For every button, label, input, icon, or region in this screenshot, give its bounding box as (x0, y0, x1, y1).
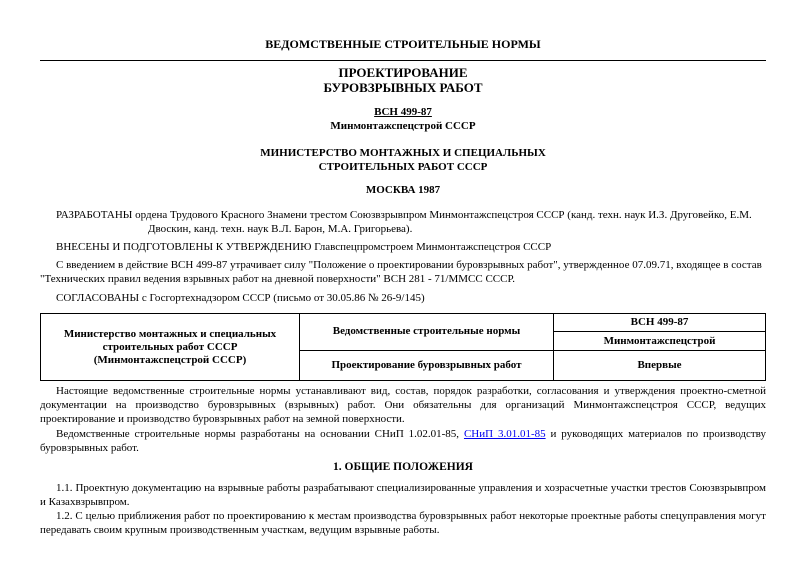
stamp-org-line3: (Минмонтажспецстрой СССР) (93, 353, 247, 366)
stamp-org-line2: строительных работ СССР (102, 340, 238, 353)
stamp-issuer: Минмонтажспецстрой (554, 332, 766, 350)
stamp-doc-title: Проектирование буровзрывных работ (300, 350, 554, 380)
body-paragraph-1: Настоящие ведомственные строительные нормы устанавливают вид, состав, порядок разработки, согласования и утверждения проектно-сметной документации на производство буровзрывных (взрывных) работ. Они обязательны для организаций Минмонтажспецстроя СССР, ведущих проектирование и производство буровзрывных работ на земной поверхности. (40, 385, 766, 425)
document-code: ВСН 499-87 (374, 106, 432, 118)
code-wrapper (40, 106, 766, 118)
clause-1-1: 1.1. Проектную документацию на взрывные работы разрабатывают специализированные управления и хозрасчетные участки трестов Союзвзрывпром и Казахвзрывпром. (40, 482, 766, 508)
city-year: МОСКВА 1987 (365, 184, 441, 196)
issuer-short: Минмонтажспецстрой СССР (330, 120, 476, 132)
supersedes-note: С введением в действие ВСН 499-87 утрачивает силу "Положение о проектировании буровзрывных работ", утвержденное 07.09.71, входящее в состав "Технических правил ведения взрывных работ на дневной поверхности" ВСН 281 - 71/ММСС СССР. (40, 259, 762, 285)
ministry-line1: МИНИСТЕРСТВО МОНТАЖНЫХ И СПЕЦИАЛЬНЫХ (260, 147, 546, 159)
section-1-heading: 1. ОБЩИЕ ПОЛОЖЕНИЯ (333, 461, 473, 473)
developed-by-line1: РАЗРАБОТАНЫ ордена Трудового Красного Знамени трестом Союзвзрывпром Минмонтажспецстроя СССР (канд. техн. наук И.З. Друговейко, Е.М. (56, 209, 752, 221)
stamp-organization (41, 314, 300, 381)
introduced-by: ВНЕСЕНЫ И ПОДГОТОВЛЕНЫ К УТВЕРЖДЕНИЮ Главспецпромстроем Минмонтажспецстроя СССР (56, 241, 552, 253)
clause-1-2: 1.2. С целью приближения работ по проектированию к местам производства буровзрывных работ некоторые проектные работы спецуправления могут передавать своим крупным производственным участкам, ведущим взрывные работы. (40, 510, 766, 536)
series-title: ВЕДОМСТВЕННЫЕ СТРОИТЕЛЬНЫЕ НОРМЫ (265, 37, 541, 51)
stamp-org-line1: Министерство монтажных и специальных (63, 327, 277, 340)
snip-3-01-01-85-link[interactable]: СНиП 3.01.01-85 (463, 428, 546, 440)
stamp-code: ВСН 499-87 (554, 314, 766, 332)
body-paragraph-2 (40, 427, 766, 455)
document-title (40, 65, 766, 95)
para2-text-after: и руководящих материалов по производству буровзрывных работ. (40, 428, 766, 454)
stamp-status: Впервые (554, 350, 766, 380)
para2-text-before: Ведомственные строительные нормы разработаны на основании СНиП 1.02.01-85, (56, 428, 464, 440)
header-divider (40, 60, 766, 61)
ministry-line2: СТРОИТЕЛЬНЫХ РАБОТ СССР (318, 161, 488, 173)
developed-by-line2: Двоскин, канд. техн. наук В.Л. Барон, М.А. Григорьева). (148, 223, 413, 235)
document-title-line2: БУРОВЗРЫВНЫХ РАБОТ (323, 80, 483, 95)
document-stamp-table (40, 313, 766, 381)
document-title-line1: ПРОЕКТИРОВАНИЕ (338, 65, 468, 80)
stamp-doc-type: Ведомственные строительные нормы (300, 314, 554, 351)
agreed-with: СОГЛАСОВАНЫ с Госгортехнадзором СССР (письмо от 30.05.86 № 26-9/145) (56, 292, 425, 304)
ministry-name (40, 146, 766, 174)
